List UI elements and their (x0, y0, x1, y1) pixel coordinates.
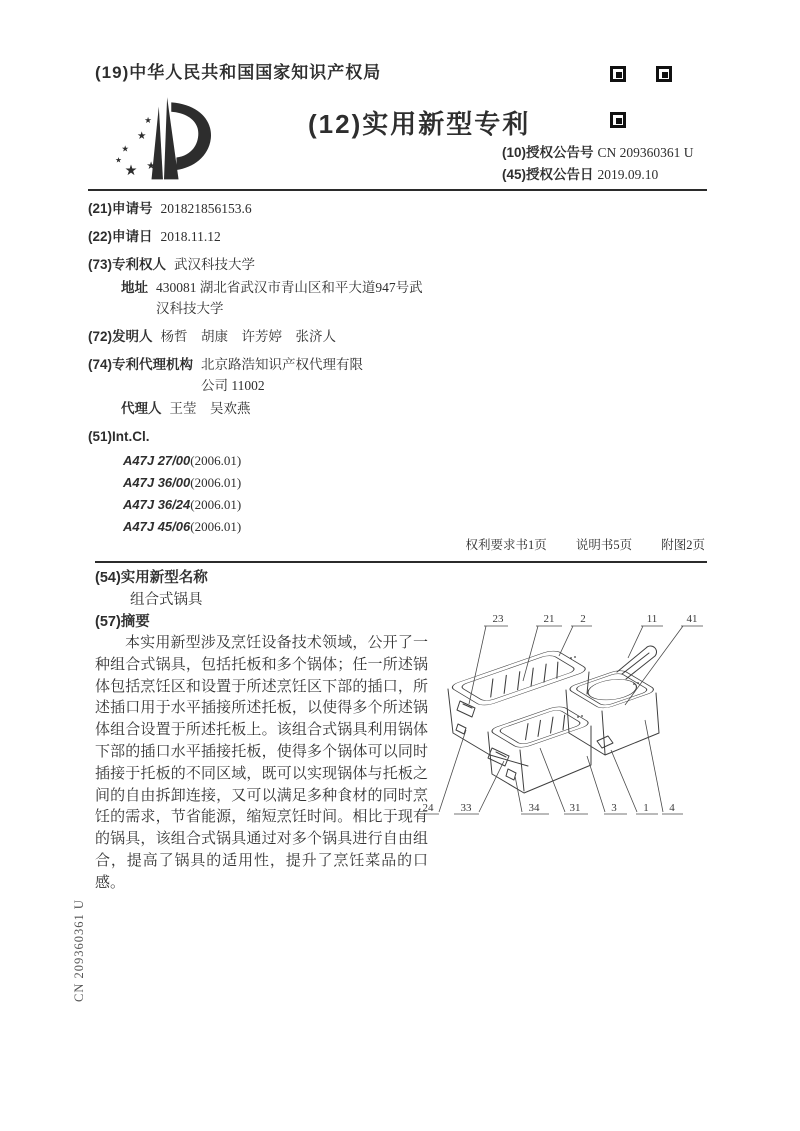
drawings-pages: 附图2页 (661, 538, 705, 552)
pub-date-label: (45)授权公告日 (502, 167, 594, 182)
intcl-code: A47J 45/06 (123, 519, 191, 534)
cnipa-logo-icon (112, 92, 216, 192)
svg-text:★: ★ (144, 115, 152, 126)
intcl-entry (123, 472, 707, 494)
svg-text:★: ★ (121, 143, 129, 154)
address-row (88, 277, 707, 319)
intcl-version: (2006.01) (190, 475, 242, 490)
claims-pages: 权利要求书1页 (465, 538, 547, 552)
svg-text:★: ★ (115, 155, 122, 165)
intcl-label: (51)Int.Cl. (88, 429, 150, 444)
agent-label: 代理人 (121, 401, 162, 416)
patent-drawing (420, 598, 800, 840)
intcl-entry (123, 494, 707, 516)
title-block (95, 567, 430, 633)
agency-label: (74)专利代理机构 (88, 357, 194, 372)
front-pan-body (488, 726, 591, 793)
svg-text:★: ★ (124, 163, 138, 180)
agency-row (88, 354, 707, 396)
latch-23 (457, 701, 475, 717)
qr-finder-icon (656, 66, 672, 82)
bibliographic-section (88, 198, 707, 559)
header-divider (88, 189, 707, 191)
description-pages: 说明书5页 (575, 538, 633, 552)
intcl-version: (2006.01) (190, 453, 242, 468)
figure-label: 31 (569, 802, 581, 814)
intcl-list (88, 450, 707, 538)
agent-value: 王莹 吴欢燕 (169, 401, 251, 416)
figure-label: 33 (460, 802, 472, 814)
tray-board-tab (597, 736, 613, 748)
pub-number-label: (10)授权公告号 (502, 145, 594, 160)
figure-label: 41 (686, 613, 698, 625)
vent-dots (570, 656, 639, 718)
application-date-label: (22)申请日 (88, 229, 153, 244)
publication-block (502, 141, 732, 185)
figure-label: 11 (646, 613, 658, 625)
qr-finder-icon (610, 66, 626, 82)
agent-row (88, 398, 707, 419)
side-doc-code: CN 209360361 U (72, 899, 86, 1002)
agency-value: 北京路浩知识产权代理有限公司 11002 (201, 357, 364, 393)
office-title: (19)中华人民共和国国家知识产权局 (95, 63, 382, 82)
inventors-label: (72)发明人 (88, 329, 153, 344)
intcl-version: (2006.01) (190, 497, 242, 512)
figure-label: 4 (669, 802, 675, 814)
patent-title: 组合式锅具 (130, 592, 203, 608)
pub-date-row (502, 163, 732, 185)
figure-label: 24 (422, 802, 434, 814)
patentee-row (88, 254, 707, 275)
svg-text:★: ★ (146, 160, 156, 172)
figure-label: 21 (543, 613, 555, 625)
section-divider (95, 561, 707, 563)
address-label: 地址 (121, 280, 148, 295)
pub-number-row (502, 141, 732, 163)
clip-34 (506, 769, 516, 780)
right-pan-outline (566, 669, 657, 710)
intcl-entry (123, 450, 707, 472)
qr-code (610, 66, 672, 128)
qr-finder-icon (610, 112, 626, 128)
intcl-code: A47J 36/24 (123, 497, 191, 512)
doc-type-title: (12)实用新型专利 (308, 109, 531, 139)
patentee-label: (73)专利权人 (88, 257, 167, 272)
intcl-code: A47J 36/00 (123, 475, 191, 490)
address-value: 430081 湖北省武汉市青山区和平大道947号武汉科技大学 (156, 280, 423, 316)
title-label: (54)实用新型名称 (95, 570, 208, 586)
pub-date-value: 2019.09.10 (597, 167, 659, 182)
application-number-row (88, 198, 707, 219)
application-date-value: 2018.11.12 (160, 229, 221, 244)
leader-lines (420, 626, 703, 814)
application-date-row (88, 226, 707, 247)
inventors-row (88, 326, 707, 347)
pub-number-value: CN 209360361 U (597, 145, 694, 160)
intcl-version: (2006.01) (190, 519, 242, 534)
pan-handle (617, 646, 657, 679)
figure-label: 1 (643, 802, 649, 814)
figure-label: 34 (528, 802, 540, 814)
abstract-label: (57)摘要 (95, 614, 150, 630)
clip-24 (456, 724, 466, 734)
figure-label: 2 (580, 613, 586, 625)
application-number-label: (21)申请号 (88, 201, 153, 216)
front-pan-outline (488, 705, 592, 749)
figure-label: 3 (611, 802, 617, 814)
back-pan-outline (448, 649, 590, 707)
svg-text:★: ★ (136, 130, 147, 142)
application-number-value: 201821856153.6 (160, 201, 252, 216)
pages-info (439, 535, 705, 553)
intcl-row (88, 426, 707, 447)
inventors-value: 杨哲 胡康 许芳婷 张济人 (160, 329, 337, 344)
intcl-code: A47J 27/00 (123, 453, 191, 468)
figure-label: 23 (492, 613, 504, 625)
patentee-value: 武汉科技大学 (174, 257, 256, 272)
abstract-text: 本实用新型涉及烹饪设备技术领域，公开了一种组合式锅具，包括托板和多个锅体；任一所述锅体包括烹饪区和设置于所述烹饪区下部的插口，所述插口用于水平插接所述托板，以使得多个所述锅体组合设置于所述托板上。该组合式锅具利用锅体下部的插口水平插接托板，使得多个锅体可以同时插接于托板的不同区域，既可以实现锅体与托板之间的自由拆卸连接，又可以满足多种食材的同时烹饪的需求，节省能源，缩短烹饪时间。相比于现有的锅具，该组合式锅具通过对多个锅具进行自由组合，提高了锅具的适用性，提升了烹饪菜品的口感。 (95, 635, 428, 891)
